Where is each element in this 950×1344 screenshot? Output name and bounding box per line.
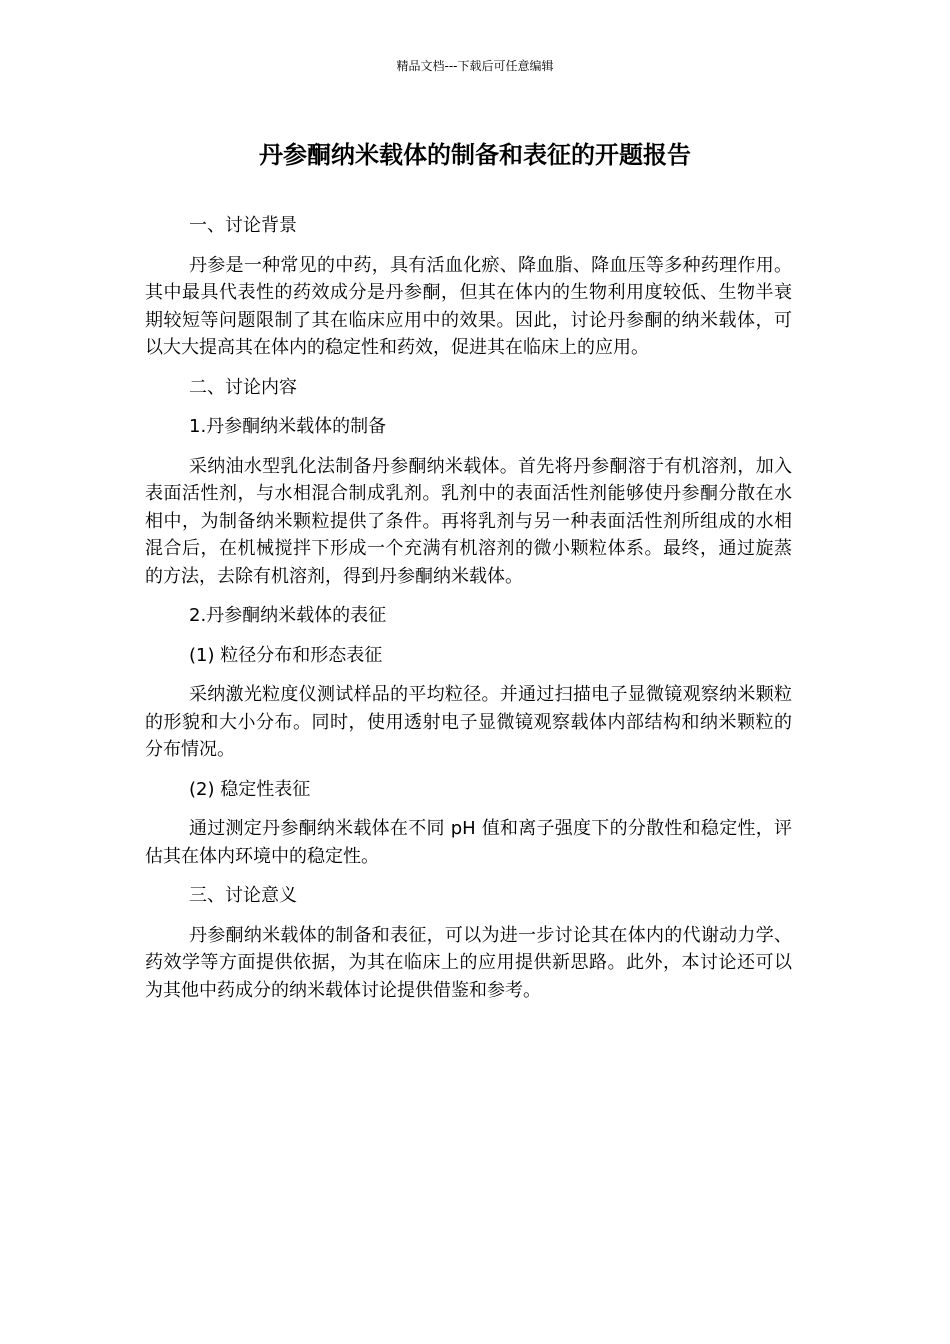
subheading-preparation: 1.丹参酮纳米载体的制备 (189, 416, 387, 437)
section-heading-content: 二、讨论内容 (189, 376, 297, 398)
document-body (145, 212, 792, 1016)
paragraph-stability: 通过测定丹参酮纳米载体在不同 pH 值和离子强度下的分散性和稳定性，评估其在体内环境中的稳定性。 (145, 818, 792, 867)
subheading-particle-size: (1) 粒径分布和形态表征 (189, 644, 383, 666)
paragraph-preparation: 采纳油水型乳化法制备丹参酮纳米载体。首先将丹参酮溶于有机溶剂，加入表面活性剂，与水相混合制成乳剂。乳剂中的表面活性剂能够使丹参酮分散在水相中，为制备纳米颗粒提供了条件。再将乳剂与另一种表面活性剂所组成的水相混合后，在机械搅拌下形成一个充满有机溶剂的微小颗粒体系。最终，通过旋蒸的方法，去除有机溶剂，得到丹参酮纳米载体。 (145, 455, 792, 587)
section-heading-significance: 三、讨论意义 (189, 885, 297, 906)
subheading-stability: (2) 稳定性表征 (189, 778, 311, 800)
paragraph-background: 丹参是一种常见的中药，具有活血化瘀、降血脂、降血压等多种药理作用。其中最具代表性的药效成分是丹参酮，但其在体内的生物利用度较低、生物半衰期较短等问题限制了其在临床应用中的效果。因此，讨论丹参酮的纳米载体，可以大大提高其在体内的稳定性和药效，促进其在临床上的应用。 (145, 254, 792, 358)
header-note: 精品文档---下载后可任意编辑 (396, 59, 554, 73)
subheading-characterization: 2.丹参酮纳米载体的表征 (189, 605, 387, 626)
section-heading-background: 一、讨论背景 (189, 215, 297, 236)
document-title: 丹参酮纳米载体的制备和表征的开题报告 (259, 141, 691, 169)
paragraph-particle-size: 采纳激光粒度仪测试样品的平均粒径。并通过扫描电子显微镜观察纳米颗粒的形貌和大小分布。同时，使用透射电子显微镜观察载体内部结构和纳米颗粒的分布情况。 (145, 684, 792, 760)
paragraph-significance: 丹参酮纳米载体的制备和表征，可以为进一步讨论其在体内的代谢动力学、药效学等方面提供依据，为其在临床上的应用提供新思路。此外，本讨论还可以为其他中药成分的纳米载体讨论提供借鉴和参考。 (145, 924, 792, 1001)
